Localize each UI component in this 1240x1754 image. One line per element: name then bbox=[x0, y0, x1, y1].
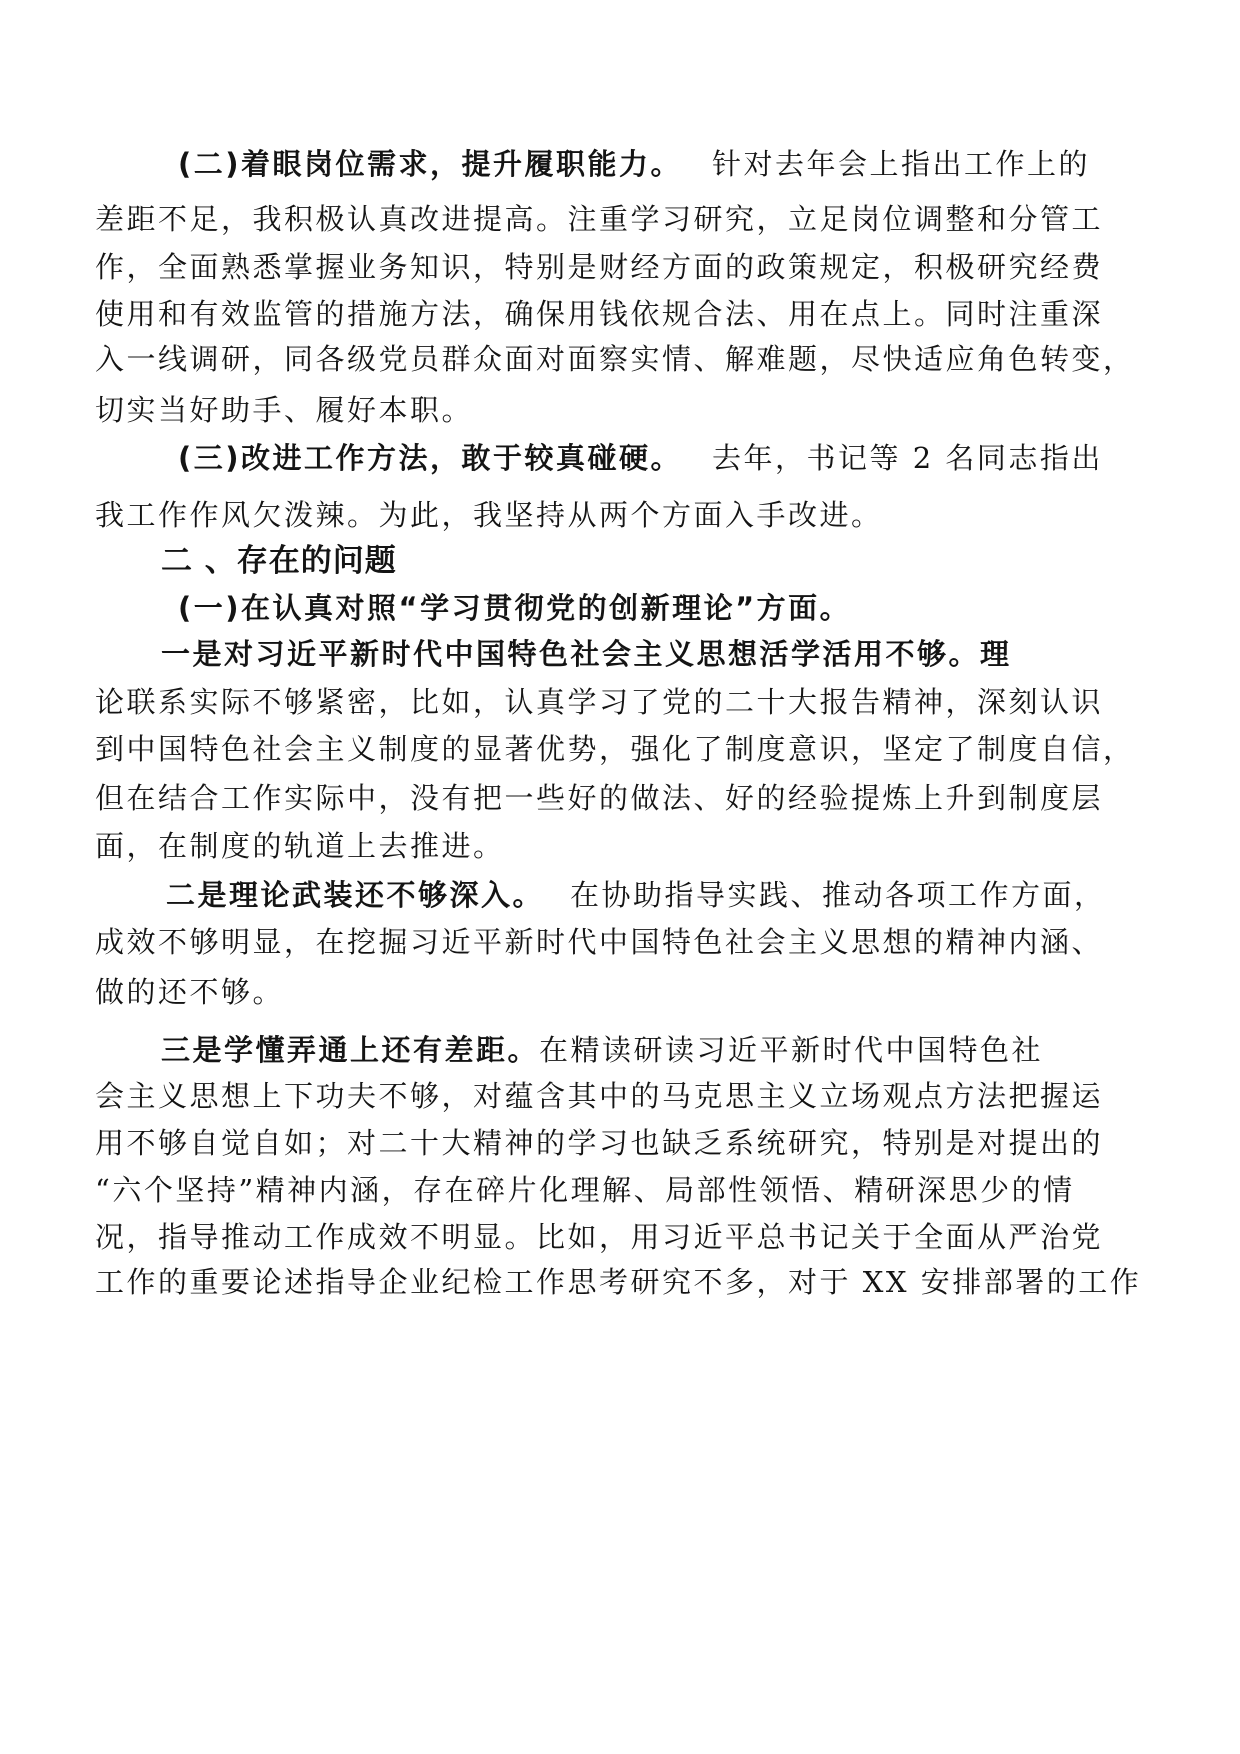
point-3-text: 在精读研读习近平新时代中国特色社 bbox=[539, 1033, 1044, 1067]
point-1-line: 到中国特色社会主义制度的显著优势，强化了制度意识，坚定了制度自信， bbox=[95, 732, 1135, 766]
point-1-line: 但在结合工作实际中，没有把一些好的做法、好的经验提炼上升到制度层 bbox=[95, 781, 1104, 815]
paragraph-2-line: 切实当好助手、履好本职。 bbox=[95, 393, 474, 427]
subheading: (一)在认真对照“学习贯彻党的创新理论”方面。 bbox=[178, 591, 852, 625]
point-3-line: 用不够自觉自如；对二十大精神的学习也缺乏系统研究，特别是对提出的 bbox=[95, 1126, 1104, 1160]
paragraph-2-line: 差距不足，我积极认真改进提高。注重学习研究，立足岗位调整和分管工 bbox=[95, 202, 1104, 236]
point-3-line: 工作的重要论述指导企业纪检工作思考研究不多，对于 XX 安排部署的工作 bbox=[95, 1265, 1142, 1299]
point-2-heading: 二是理论武装还不够深入。 bbox=[166, 878, 545, 912]
point-2-text: 在协助指导实践、推动各项工作方面， bbox=[570, 878, 1106, 912]
paragraph-3-text: 去年，书记等 2 名同志指出 bbox=[712, 441, 1103, 475]
paragraph-2-line: 入一线调研，同各级党员群众面对面察实情、解难题，尽快适应角色转变， bbox=[95, 342, 1135, 376]
section-heading: 二 、存在的问题 bbox=[161, 543, 397, 579]
point-3-line: 会主义思想上下功夫不够，对蕴含其中的马克思主义立场观点方法把握运 bbox=[95, 1079, 1104, 1113]
point-1-line: 论联系实际不够紧密，比如，认真学习了党的二十大报告精神，深刻认识 bbox=[95, 685, 1104, 719]
paragraph-3-first-line bbox=[178, 440, 1103, 476]
point-2-line: 成效不够明显，在挖掘习近平新时代中国特色社会主义思想的精神内涵、 bbox=[95, 925, 1104, 959]
point-3-first-line bbox=[161, 1032, 1043, 1068]
point-1-heading: 一是对习近平新时代中国特色社会主义思想活学活用不够。理 bbox=[161, 637, 1012, 671]
paragraph-2-line: 作，全面熟悉掌握业务知识，特别是财经方面的政策规定，积极研究经费 bbox=[95, 250, 1104, 284]
paragraph-3-line: 我工作作风欠泼辣。为此，我坚持从两个方面入手改进。 bbox=[95, 498, 883, 532]
paragraph-2-first-line bbox=[178, 146, 1090, 182]
point-3-line: “六个坚持”精神内涵，存在碎片化理解、局部性领悟、精研深思少的情 bbox=[95, 1173, 1075, 1207]
point-2-first-line bbox=[166, 877, 1106, 913]
point-1-line: 面，在制度的轨道上去推进。 bbox=[95, 829, 505, 863]
paragraph-2-text: 针对去年会上指出工作上的 bbox=[712, 147, 1091, 181]
paragraph-2-line: 使用和有效监管的措施方法，确保用钱依规合法、用在点上。同时注重深 bbox=[95, 297, 1104, 331]
paragraph-3-heading: (三)改进工作方法，敢于较真碰硬。 bbox=[178, 441, 683, 475]
paragraph-2-heading: (二)着眼岗位需求，提升履职能力。 bbox=[178, 147, 683, 181]
point-3-line: 况，指导推动工作成效不明显。比如，用习近平总书记关于全面从严治党 bbox=[95, 1220, 1104, 1254]
point-3-heading: 三是学懂弄通上还有差距。 bbox=[161, 1033, 540, 1067]
point-2-line: 做的还不够。 bbox=[95, 975, 285, 1009]
